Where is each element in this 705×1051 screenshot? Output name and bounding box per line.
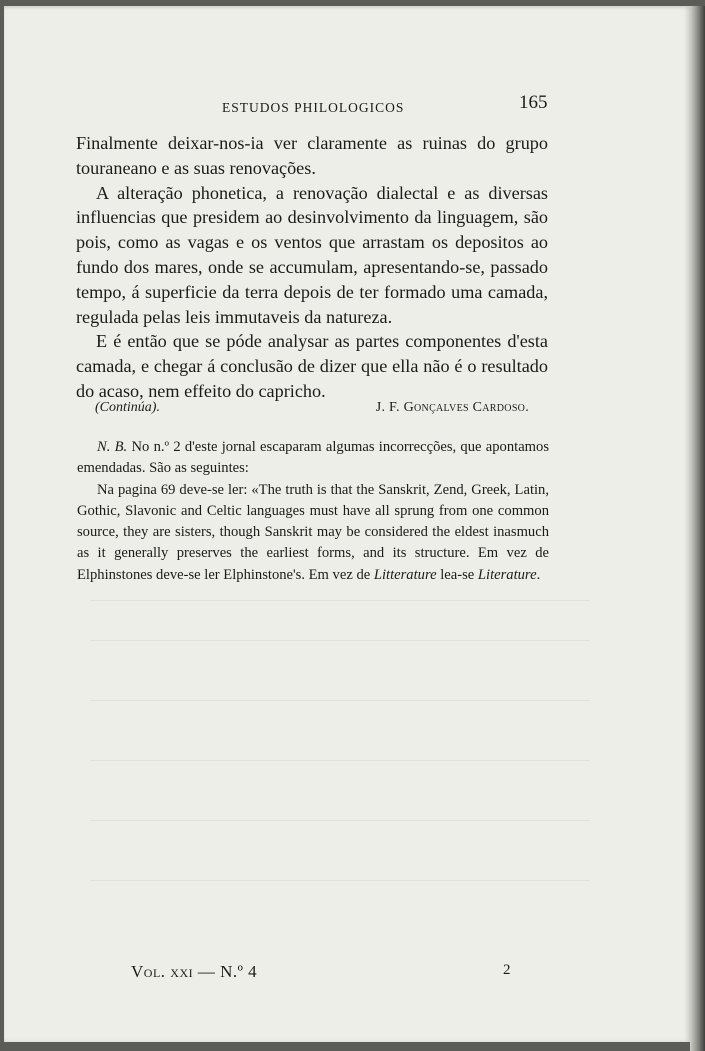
correction-1: Na pagina 69 deve-se ler: «The truth is that the Sanskrit, Zend, Greek, Latin, Gothic, Slavonic and Celtic languages must have all sprung from one common source, they are sisters, though Sanskrit may be considered the eldest inasmuch as it generally preserves the earliest forms, and its structure. [77,481,549,562]
note-intro [77,437,549,480]
word-right: Literature [477,566,537,583]
show-through [90,700,590,701]
editorial-note [77,437,549,586]
note-intro-text: No n.º 2 d'este jornal escaparam algumas incorrecções, que apontamos emendadas. São as seguintes: [77,439,549,477]
paragraph-3: E é então que se póde analysar as partes componentes d'esta camada, e chegar á conclusão de dizer que ella não é o resultado do acaso, nem effeito do capricho. [76,331,548,401]
page-edge [690,6,705,1051]
show-through [90,640,590,641]
correction-2c: . [536,566,541,583]
running-head: ESTUDOS PHILOLOGICOS [222,100,405,115]
author-name: J. F. Gonçalves Cardoso. [375,400,529,415]
show-through [90,760,590,761]
signature-mark: 2 [503,962,511,978]
show-through [90,820,590,821]
nb-label: N. B. [97,439,128,455]
continua-label: (Continúa). [95,400,160,415]
show-through [90,880,590,881]
correction-2a: Em vez de Elphinstones deve-se ler Elphinstone's. Em vez de [77,545,549,583]
note-corrections [77,480,549,586]
show-through [90,600,590,601]
word-wrong: Litterature [373,566,437,583]
paragraph-2: A alteração phonetica, a renovação dialectal e as diversas influencias que presidem ao desinvolvimento da linguagem, são pois, como as vagas e os ventos que arrastam os depositos ao fundo dos mares, onde se accumulam, apresentando-se, passado tempo, á superficie da terra depois de ter formado uma camada, regulada pelas leis immutaveis da natureza. [76,182,548,327]
correction-2b: lea-se [436,566,478,583]
volume-footer: Vol. xxi — N.º 4 [131,962,258,981]
page-number: 165 [519,92,548,113]
body-text [76,131,548,404]
paragraph-1: Finalmente deixar-nos-ia ver claramente as ruinas do grupo touraneano e as suas renovações. [76,133,548,178]
